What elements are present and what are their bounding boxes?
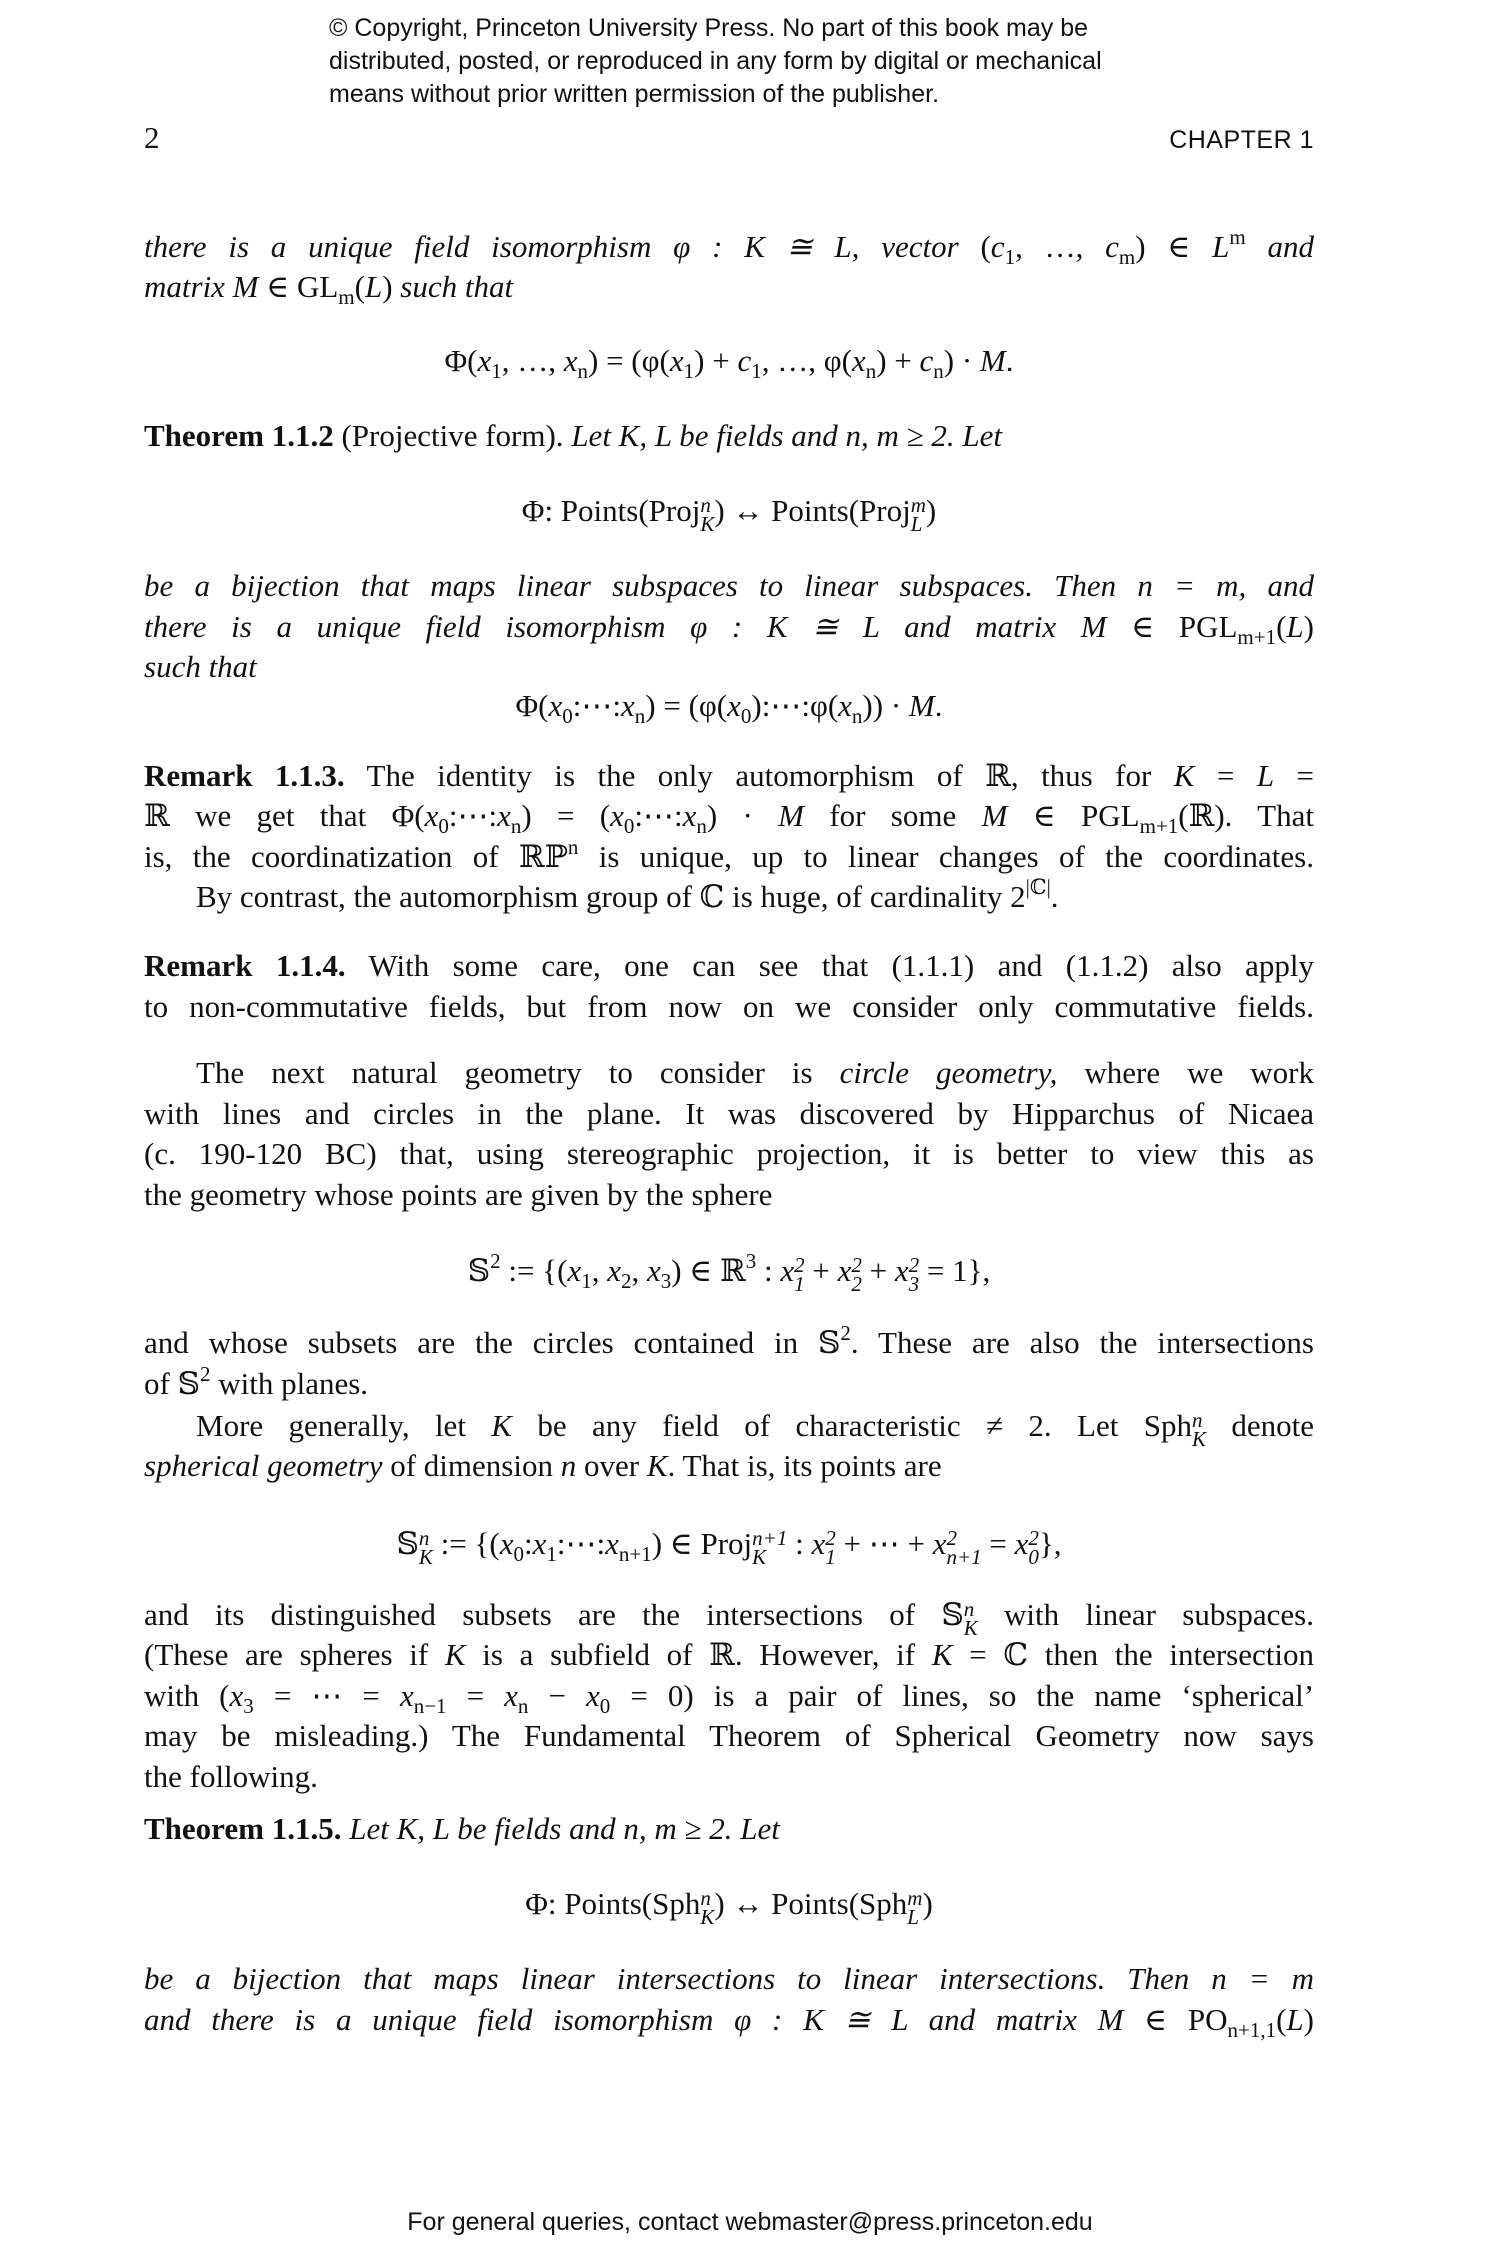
text-segment: − — [528, 1678, 587, 1713]
text-segment: of 𝕊 — [144, 1366, 200, 1401]
italic-segment: x — [838, 688, 852, 723]
italic-segment: x — [504, 1678, 518, 1713]
text-segment: and its distinguished subsets are the intersections of 𝕊 — [144, 1597, 964, 1632]
text-segment: ) — [925, 493, 937, 528]
text-segment: ℝ we get that Φ( — [144, 798, 425, 833]
copyright-line: means without prior written permission of the publisher. — [329, 80, 940, 108]
display-equation — [144, 686, 1314, 726]
text-segment: ( — [980, 229, 991, 264]
text-line — [144, 1959, 1314, 1999]
text-segment: may be misleading.) The Fundamental Theorem of Spherical Geometry now says — [144, 1718, 1314, 1753]
superscript: 2 — [1028, 1526, 1039, 1550]
text-segment: (ℝ). That — [1178, 798, 1314, 833]
text-segment: ) · — [706, 798, 779, 833]
subscript: n — [933, 359, 944, 383]
text-segment: = 0) is a pair of lines, so the name ‘spherical’ — [610, 1678, 1315, 1713]
text-segment: = ⋯ = — [253, 1678, 400, 1713]
subscript: n — [510, 814, 522, 838]
italic-segment: circle geometry, — [839, 1055, 1058, 1090]
text-segment: = — [1194, 758, 1257, 793]
text-segment: ) ↔ Points(Sph — [714, 1886, 908, 1921]
superscript: 2 — [490, 1249, 501, 1273]
text-segment: ) = ( — [521, 798, 611, 833]
italic-segment: K — [444, 1637, 466, 1672]
italic-segment: be a bijection that maps linear subspaces to linear subspaces. Then n = m, and — [144, 568, 1314, 603]
subscript: m+1 — [1139, 814, 1179, 838]
text-segment: With some care, one can see that (1.1.1) and (1.1.2) also apply — [345, 948, 1314, 983]
italic-segment: x — [621, 688, 635, 723]
text-line — [144, 1716, 1314, 1756]
text-segment: and whose subsets are the circles contained in 𝕊 — [144, 1325, 841, 1360]
italic-segment: x — [548, 688, 563, 723]
text-segment: be any field of characteristic ≠ 2. Let Sph — [511, 1408, 1192, 1443]
subscript: 1 — [1004, 245, 1016, 269]
subscript: 0 — [562, 704, 573, 728]
text-segment: ( — [1276, 609, 1287, 644]
subscript: 2 — [851, 1272, 862, 1296]
text-segment: ( — [1276, 2002, 1287, 2037]
text-segment: :⋯: — [572, 688, 621, 723]
text-segment: the following. — [144, 1759, 318, 1794]
text-segment: = ℂ then the intersection — [952, 1637, 1314, 1672]
footer-contact: For general queries, contact webmaster@press.princeton.edu — [407, 2208, 1093, 2236]
italic-segment: K — [491, 1408, 512, 1443]
text-segment: with lines and circles in the plane. It was discovered by Hipparchus of Nicaea — [144, 1096, 1314, 1131]
text-segment: , …, — [1015, 229, 1106, 264]
subscript: n — [634, 704, 646, 728]
text-segment: Φ( — [444, 343, 478, 378]
superscript: 2 — [908, 1253, 920, 1277]
italic-segment: c — [919, 343, 934, 378]
display-equation — [144, 341, 1314, 381]
text-line — [144, 227, 1314, 267]
text-line — [144, 607, 1314, 647]
subscript: 0 — [740, 704, 752, 728]
text-segment: ) — [382, 269, 393, 304]
text-segment: (Projective form). — [333, 418, 572, 453]
text-segment: is unique, up to linear changes of the coordinates. — [578, 839, 1314, 874]
text-line — [144, 1757, 1314, 1797]
italic-segment: matrix M — [144, 269, 267, 304]
sub-superscript — [963, 1597, 978, 1640]
text-line — [144, 987, 1314, 1027]
subscript: 0 — [599, 1694, 611, 1718]
text-segment: ∈ PGL — [1007, 798, 1140, 833]
italic-segment: M — [908, 688, 935, 723]
text-line — [144, 1676, 1314, 1716]
italic-segment: c — [1105, 229, 1119, 264]
text-line — [144, 1053, 1314, 1093]
display-equation — [144, 1249, 1314, 1296]
subscript: 0 — [513, 1542, 524, 1566]
superscript: 2 — [851, 1253, 862, 1277]
text-segment: with planes. — [210, 1366, 369, 1401]
subscript: m — [338, 285, 355, 309]
text-segment: ∈ GL — [266, 269, 339, 304]
italic-segment: L — [1286, 609, 1304, 644]
italic-segment: x — [1014, 1526, 1029, 1561]
copyright-line: distributed, posted, or reproduced in any form by digital or mechanical — [329, 47, 1102, 75]
sub-superscript — [1028, 1526, 1039, 1569]
superscript: n — [963, 1597, 975, 1621]
superscript: m — [910, 493, 926, 517]
italic-segment: x — [607, 1253, 621, 1288]
superscript: 3 — [745, 1249, 757, 1273]
text-segment: : — [523, 1526, 533, 1561]
subscript: n — [696, 814, 707, 838]
display-equation — [144, 1524, 1314, 1569]
italic-segment: x — [532, 1526, 547, 1561]
superscript: n — [700, 493, 711, 517]
sub-superscript — [418, 1526, 433, 1569]
display-equation — [144, 1884, 1314, 1929]
text-segment: The next natural geometry to consider is — [196, 1055, 840, 1090]
sub-superscript — [825, 1526, 836, 1569]
text-segment: = — [1274, 758, 1315, 793]
subscript: 3 — [660, 1269, 672, 1293]
text-segment: :⋯: — [448, 798, 498, 833]
italic-segment: x — [424, 798, 439, 833]
sub-superscript — [752, 1526, 788, 1569]
text-line — [144, 1809, 1314, 1849]
bold-label: Theorem 1.1.2 — [144, 418, 334, 453]
superscript: n — [418, 1526, 430, 1550]
text-line — [144, 1094, 1314, 1134]
italic-segment: M — [979, 343, 1006, 378]
italic-segment: Let K, L be fields and n, m ≥ 2. Let — [571, 418, 1002, 453]
text-segment: with ( — [144, 1678, 230, 1713]
text-segment: to non-commutative fields, but from now on we consider only commutative fields. — [144, 989, 1314, 1024]
text-segment: is, the coordinatization of ℝℙ — [144, 839, 568, 874]
italic-segment: x — [894, 1253, 909, 1288]
text-segment: + — [861, 1253, 895, 1288]
sub-superscript — [910, 493, 926, 536]
text-segment: Φ: Points(Sph — [525, 1886, 701, 1921]
italic-segment: there is a unique field isomorphism φ : K ≅ L, vector — [144, 229, 981, 264]
italic-segment: x — [780, 1253, 795, 1288]
text-line — [144, 1635, 1314, 1675]
italic-segment: such that — [144, 649, 257, 684]
text-line — [144, 566, 1314, 606]
page-number: 2 — [144, 120, 160, 155]
text-segment: . — [1050, 879, 1059, 914]
text-line — [144, 1595, 1314, 1640]
italic-segment: x — [497, 798, 511, 833]
text-segment: ) ↔ Points(Proj — [714, 493, 911, 528]
italic-segment: M — [981, 798, 1008, 833]
superscript: n+1 — [752, 1526, 788, 1550]
subscript: 1 — [751, 359, 762, 383]
text-segment: where we work — [1057, 1055, 1314, 1090]
subscript: 1 — [794, 1272, 805, 1296]
bold-label: Remark 1.1.4. — [144, 948, 346, 983]
text-segment: for some — [804, 798, 982, 833]
italic-segment: c — [990, 229, 1005, 264]
italic-segment: x — [567, 1253, 582, 1288]
subscript: 0 — [1028, 1545, 1039, 1569]
subscript: n — [577, 359, 588, 383]
sub-superscript — [1191, 1408, 1206, 1451]
text-segment: ) — [1303, 609, 1314, 644]
subscript: 0 — [438, 814, 449, 838]
italic-segment: x — [563, 343, 578, 378]
text-segment: ∈ PGL — [1131, 609, 1238, 644]
subscript: 1 — [683, 359, 695, 383]
subscript: K — [963, 1616, 978, 1640]
text-segment: denote — [1205, 1408, 1314, 1443]
copyright-line: © Copyright, Princeton University Press. No part of this book may be — [329, 14, 1089, 42]
text-segment: with linear subspaces. — [977, 1597, 1314, 1632]
superscript: n — [1191, 1408, 1203, 1432]
text-segment: = 1}, — [919, 1253, 991, 1288]
text-segment: ( — [354, 269, 365, 304]
superscript: m — [907, 1886, 923, 1910]
text-segment: , — [631, 1253, 647, 1288]
italic-segment: K — [1173, 758, 1195, 793]
text-line — [144, 756, 1314, 796]
italic-segment: K — [931, 1637, 953, 1672]
subscript: 3 — [908, 1272, 920, 1296]
subscript: K — [700, 512, 715, 536]
text-segment: ) — [1303, 2002, 1314, 2037]
sub-superscript — [700, 1886, 715, 1929]
sub-superscript — [700, 493, 715, 536]
sub-superscript — [794, 1253, 805, 1296]
text-segment: (These are spheres if — [144, 1637, 445, 1672]
text-segment: ) ∈ Proj — [651, 1526, 753, 1561]
subscript: K — [1191, 1427, 1206, 1451]
bold-label: Remark 1.1.3. — [144, 758, 345, 793]
text-segment: is a subfield of ℝ. However, if — [465, 1637, 932, 1672]
text-segment: Φ: Points(Proj — [521, 493, 701, 528]
italic-segment: such that — [392, 269, 514, 304]
text-line — [144, 1446, 1314, 1486]
subscript: n — [851, 704, 863, 728]
text-segment: = — [981, 1526, 1015, 1561]
italic-segment: x — [610, 798, 624, 833]
text-line — [144, 267, 1314, 307]
subscript: n — [517, 1694, 529, 1718]
italic-segment: x — [646, 1253, 661, 1288]
subscript: K — [418, 1545, 433, 1569]
text-segment: :⋯: — [556, 1526, 606, 1561]
italic-segment: L — [1212, 229, 1230, 264]
italic-segment: L — [364, 269, 383, 304]
italic-segment: spherical geometry — [144, 1448, 383, 1483]
sub-superscript — [908, 1253, 920, 1296]
bold-label: Theorem 1.1.5. — [144, 1811, 342, 1846]
italic-segment: be a bijection that maps linear intersections to linear intersections. Then n = m — [144, 1961, 1314, 1996]
italic-segment: and there is a unique field isomorphism φ : K ≅ L and matrix M — [144, 2002, 1145, 2037]
subscript: 2 — [620, 1269, 632, 1293]
text-segment: ) ∈ — [1135, 229, 1213, 264]
text-segment: ):⋯:φ( — [751, 688, 839, 723]
italic-segment: x — [669, 343, 684, 378]
text-segment: More generally, let — [196, 1408, 492, 1443]
text-segment: By contrast, the automorphism group of ℂ is huge, of cardinality 2 — [196, 879, 1026, 914]
subscript: n+1,1 — [1227, 2018, 1277, 2042]
italic-segment: L — [1256, 758, 1275, 793]
text-segment: the geometry whose points are given by the sphere — [144, 1177, 773, 1212]
superscript: 2 — [946, 1526, 957, 1550]
italic-segment: n — [560, 1448, 577, 1483]
italic-segment: x — [727, 688, 741, 723]
text-line — [144, 1406, 1314, 1451]
italic-segment: x — [682, 798, 697, 833]
subscript: L — [907, 1905, 919, 1929]
text-segment: + — [804, 1253, 838, 1288]
text-line — [144, 1134, 1314, 1174]
text-segment: . — [934, 688, 943, 723]
italic-segment: x — [586, 1678, 600, 1713]
subscript: 1 — [491, 359, 502, 383]
subscript: K — [752, 1545, 767, 1569]
text-line — [144, 416, 1314, 456]
text-line — [144, 1175, 1314, 1215]
text-segment: :⋯: — [634, 798, 683, 833]
text-segment: (c. 190-120 BC) that, using stereographic projection, it is better to view this as — [144, 1136, 1314, 1171]
text-segment: := {( — [500, 1253, 568, 1288]
text-segment: : — [756, 1253, 781, 1288]
sub-superscript — [946, 1526, 982, 1569]
text-segment: . These are also the intersections — [850, 1325, 1314, 1360]
subscript: n−1 — [413, 1694, 447, 1718]
italic-segment: K — [646, 1448, 668, 1483]
text-segment: ) = (φ( — [588, 343, 670, 378]
subscript: 1 — [581, 1269, 592, 1293]
subscript: L — [910, 512, 923, 536]
subscript: K — [700, 1905, 715, 1929]
text-segment: ) · — [943, 343, 980, 378]
text-segment: := {( — [432, 1526, 500, 1561]
text-segment: = — [446, 1678, 505, 1713]
italic-segment: M — [778, 798, 804, 833]
text-segment: , — [591, 1253, 608, 1288]
subscript: 1 — [825, 1545, 836, 1569]
text-segment: over — [576, 1448, 647, 1483]
superscript: m — [1229, 225, 1246, 249]
superscript: n — [700, 1886, 711, 1910]
text-line — [144, 2000, 1314, 2040]
subscript: n+1 — [946, 1545, 982, 1569]
italic-segment: x — [477, 343, 492, 378]
text-segment: )) · — [862, 688, 909, 723]
italic-segment: x — [399, 1678, 414, 1713]
superscript: 2 — [840, 1321, 851, 1345]
subscript: m+1 — [1237, 625, 1277, 649]
italic-segment: Let K, L be fields and n, m ≥ 2. Let — [341, 1811, 780, 1846]
subscript: 0 — [623, 814, 635, 838]
text-segment: : — [787, 1526, 812, 1561]
italic-segment: and — [1245, 229, 1315, 264]
italic-segment: x — [837, 1253, 852, 1288]
subscript: n+1 — [618, 1542, 652, 1566]
subscript: m — [1118, 245, 1136, 269]
text-line — [144, 837, 1314, 877]
text-segment: ∈ PO — [1144, 2002, 1228, 2037]
text-segment: ) = (φ( — [645, 688, 728, 723]
italic-segment: there is a unique field isomorphism φ : K ≅ L and matrix M — [144, 609, 1132, 644]
superscript: |ℂ| — [1025, 875, 1051, 899]
text-segment: + ⋯ + — [835, 1526, 933, 1561]
italic-segment: L — [1286, 2002, 1304, 2037]
italic-segment: c — [737, 343, 752, 378]
italic-segment: x — [605, 1526, 619, 1561]
text-segment: 𝕊 — [396, 1526, 419, 1561]
italic-segment: x — [499, 1526, 514, 1561]
sub-superscript — [851, 1253, 862, 1296]
italic-segment: x — [811, 1526, 826, 1561]
display-equation — [144, 491, 1314, 536]
text-segment: . That is, its points are — [667, 1448, 942, 1483]
text-segment: The identity is the only automorphism of ℝ, thus for — [344, 758, 1174, 793]
superscript: 2 — [825, 1526, 836, 1550]
text-segment: , …, φ( — [761, 343, 852, 378]
superscript: 2 — [794, 1253, 805, 1277]
text-segment: Φ( — [515, 688, 549, 723]
text-line — [144, 946, 1314, 986]
text-line — [144, 1323, 1314, 1363]
text-segment: }, — [1038, 1526, 1062, 1561]
text-segment: ) ∈ ℝ — [671, 1253, 746, 1288]
text-line — [144, 1364, 1314, 1404]
italic-segment: x — [229, 1678, 244, 1713]
text-segment: ) + — [694, 343, 738, 378]
sub-superscript — [907, 1886, 923, 1929]
text-line — [144, 647, 1314, 687]
italic-segment: x — [851, 343, 866, 378]
subscript: 3 — [243, 1694, 254, 1718]
text-line — [144, 796, 1314, 836]
italic-segment: x — [932, 1526, 947, 1561]
text-segment: ) — [922, 1886, 933, 1921]
text-segment: 𝕊 — [467, 1253, 491, 1288]
text-segment: ) + — [876, 343, 920, 378]
text-segment: of dimension — [382, 1448, 561, 1483]
text-line — [144, 877, 1314, 917]
subscript: 1 — [546, 1542, 557, 1566]
text-segment: , …, — [501, 343, 564, 378]
text-segment: . — [1005, 343, 1014, 378]
subscript: n — [865, 359, 877, 383]
chapter-header: CHAPTER 1 — [1169, 126, 1314, 154]
superscript: 2 — [199, 1362, 211, 1386]
superscript: n — [567, 835, 579, 859]
